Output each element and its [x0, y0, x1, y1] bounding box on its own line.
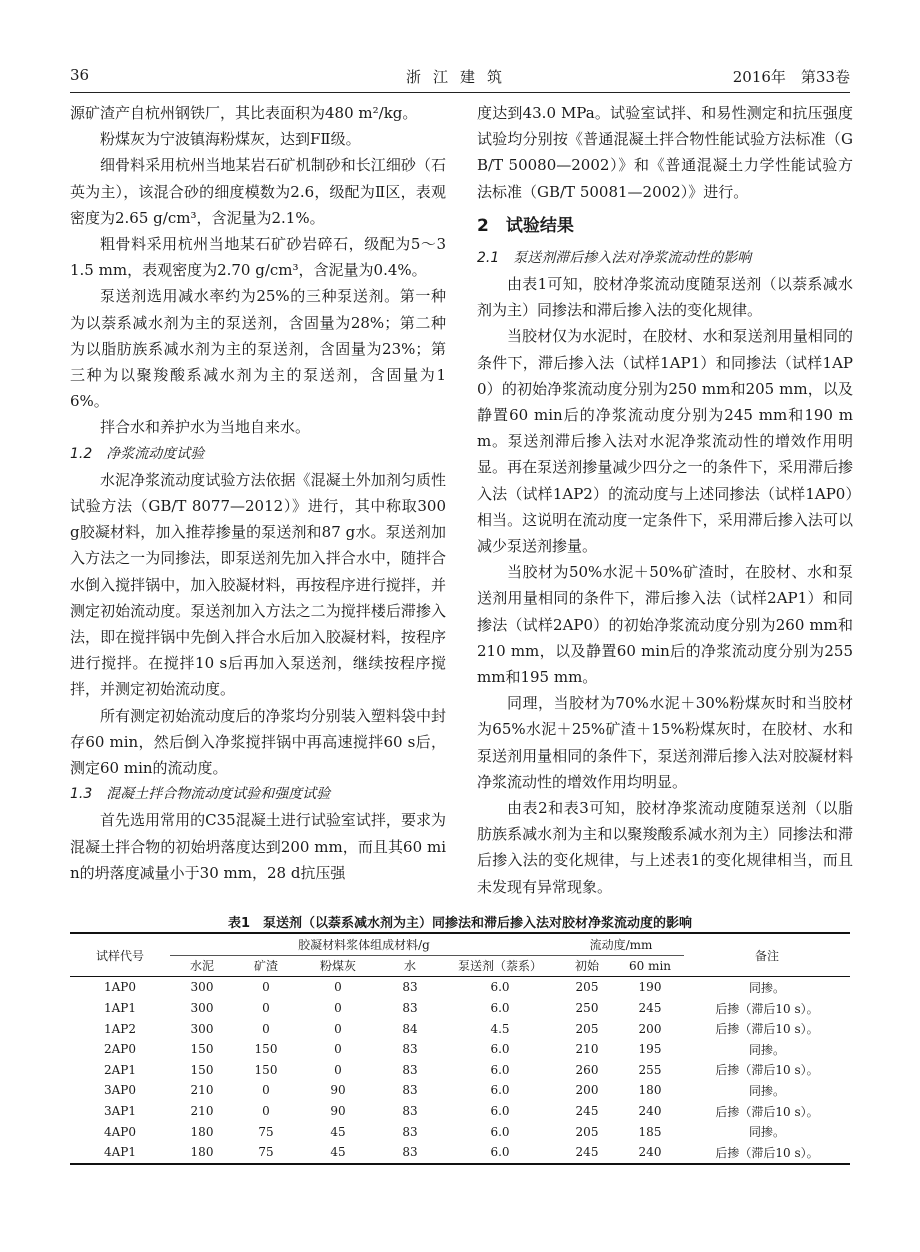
- table-cell: 205: [575, 1021, 599, 1036]
- table-cell: 83: [402, 1124, 418, 1139]
- header-sample-id: 试样代号: [70, 933, 170, 977]
- journal-title: 浙江建筑: [405, 68, 514, 86]
- table-cell: 300: [190, 980, 214, 995]
- subsection-heading: 1.3 混凝土拌合物流动度试验和强度试验: [70, 786, 331, 803]
- paragraph: 拌合水和养护水为当地自来水。: [100, 418, 311, 437]
- table-cell: 同掺。: [748, 980, 785, 995]
- table-cell: 0: [262, 1104, 270, 1119]
- table-cell: 0: [262, 980, 270, 995]
- table-row: [70, 1101, 850, 1122]
- table-row: [70, 1039, 850, 1060]
- table-cell: 150: [254, 1042, 278, 1057]
- table-cell: 300: [190, 1021, 214, 1036]
- subsection-heading: 1.2 净浆流动度试验: [70, 445, 205, 462]
- table-cell: 0: [334, 980, 342, 995]
- table-row: [70, 1121, 850, 1142]
- table-row: [70, 977, 850, 998]
- header-pump-agent: 泵送剂（萘系）: [442, 955, 558, 977]
- table-cell: 190: [638, 980, 662, 995]
- paragraph: 当胶材仅为水泥时，在胶材、水和泵送剂用量相同的条件下，滞后掺入法（试样1AP1）和同掺法（试样1AP0）的初始净浆流动度分别为250 mm和205 mm，以及静置60 min后的净浆流动度分别为245 mm和190 mm。泵送剂滞后掺入法对水泥净浆流动性的增效作用明显。再在泵送剂掺量减少四分之一的条件下，采用滞后掺入法（试样1AP2）的流动度与上述同掺法（试样1AP0）相当。这说明在流动度一定条件下，采用滞后掺入法可以减少泵送剂掺量。: [477, 327, 853, 556]
- paragraph: 所有测定初始流动度后的净浆均分别装入塑料袋中封存60 min，然后倒入净浆搅拌锅中再高速搅拌60 s后，测定60 min的流动度。: [70, 706, 446, 778]
- paragraph: 由表2和表3可知，胶材净浆流动度随泵送剂（以脂肪族系减水剂为主和以聚羧酸系减水剂为主）同掺法和滞后掺入法的变化规律，与上述表1的变化规律相当，而且未发现有异常现象。: [477, 799, 853, 896]
- table-cell: 200: [638, 1021, 662, 1036]
- table-cell: 150: [190, 1062, 214, 1077]
- table-cell: 180: [190, 1124, 214, 1139]
- header-cement: 水泥: [170, 955, 234, 977]
- paragraph: 粉煤灰为宁波镇海粉煤灰，达到FⅡ级。: [100, 130, 361, 149]
- table-cell: 300: [190, 1001, 214, 1016]
- table-cell: 83: [402, 1083, 418, 1098]
- table-cell: 83: [378, 1142, 442, 1164]
- table-cell: 2AP1: [103, 1062, 136, 1077]
- table-row: [70, 1018, 850, 1039]
- table-cell: 3AP1: [103, 1104, 136, 1119]
- table-cell: 0: [262, 1001, 270, 1016]
- paragraph: 当胶材为50%水泥＋50%矿渣时，在胶材、水和泵送剂用量相同的条件下，滞后掺入法（试样2AP1）和同掺法（试样2AP0）的初始净浆流动度分别为260 mm和210 mm，以及静置60 min后的净浆流动度分别为255 mm和195 mm。: [477, 563, 858, 687]
- paragraph: 同理，当胶材为70%水泥＋30%粉煤灰时和当胶材为65%水泥＋25%矿渣＋15%粉煤灰时，在胶材、水和泵送剂用量相同的条件下，泵送剂滞后掺入法对胶凝材料净浆流动性的增效作用均明显。: [477, 694, 853, 791]
- table-cell: 83: [402, 1042, 418, 1057]
- table-caption: 表1 泵送剂（以萘系减水剂为主）同掺法和滞后掺入法对胶材净浆流动度的影响: [227, 916, 693, 931]
- table-cell: 210: [190, 1083, 214, 1098]
- section-heading: 2 试验结果: [477, 215, 574, 236]
- table-cell: 83: [402, 1104, 418, 1119]
- table-cell: 240: [616, 1142, 684, 1164]
- table-cell: 0: [262, 1083, 270, 1098]
- table-cell: 2AP0: [103, 1042, 136, 1057]
- table-cell: 45: [298, 1142, 378, 1164]
- table-row: [70, 1060, 850, 1081]
- table-cell: 75: [234, 1142, 298, 1164]
- table-cell: 4.5: [490, 1021, 510, 1036]
- table-cell: 6.0: [490, 980, 510, 995]
- table-cell: 210: [575, 1042, 599, 1057]
- table-cell: 84: [402, 1021, 418, 1036]
- table-cell: 45: [330, 1124, 346, 1139]
- header-flow-60min: 60 min: [616, 955, 684, 977]
- table-cell: 210: [190, 1104, 214, 1119]
- page-header: [70, 62, 850, 93]
- table-cell: 255: [638, 1062, 662, 1077]
- table-cell: 0: [334, 1042, 342, 1057]
- table-cell: 75: [258, 1124, 274, 1139]
- table-cell: 185: [638, 1124, 662, 1139]
- table-cell: 6.0: [490, 1124, 510, 1139]
- table-cell: 150: [190, 1042, 214, 1057]
- table-cell: 后掺（滞后10 s）。: [715, 1001, 819, 1016]
- table-cell: 6.0: [490, 1062, 510, 1077]
- subsection-heading: 2.1 泵送剂滞后掺入法对净浆流动性的影响: [477, 249, 752, 266]
- left-column: [70, 100, 451, 886]
- table-cell: 4AP1: [70, 1142, 170, 1164]
- table-1: [70, 932, 850, 1165]
- table-cell: 4AP0: [103, 1124, 136, 1139]
- table-cell: 1AP0: [103, 980, 136, 995]
- header-water: 水: [378, 955, 442, 977]
- table-cell: 90: [330, 1104, 346, 1119]
- table-cell: 同掺。: [748, 1042, 785, 1057]
- table-cell: 后掺（滞后10 s）。: [715, 1063, 819, 1078]
- table-cell: 0: [262, 1021, 270, 1036]
- header-material-group: 胶凝材料浆体组成材料/g: [170, 933, 558, 955]
- header-flow-initial: 初始: [558, 955, 616, 977]
- table-cell: 0: [334, 1062, 342, 1077]
- paragraph: 细骨料采用杭州当地某岩石矿机制砂和长江细砂（石英为主），该混合砂的细度模数为2.6，级配为Ⅱ区，表观密度为2.65 g/cm³，含泥量为2.1%。: [70, 156, 446, 227]
- table-cell: 260: [575, 1062, 599, 1077]
- table-cell: 83: [402, 1062, 418, 1077]
- table-cell: 180: [170, 1142, 234, 1164]
- table-cell: 180: [638, 1083, 662, 1098]
- table-cell: 150: [254, 1062, 278, 1077]
- header-slag: 矿渣: [234, 955, 298, 977]
- table-cell: 245: [638, 1001, 662, 1016]
- table-cell: 同掺。: [748, 1125, 785, 1140]
- table-cell: 同掺。: [748, 1083, 785, 1098]
- table-row: [70, 998, 850, 1019]
- right-column: [477, 100, 858, 900]
- table-cell: 83: [402, 1001, 418, 1016]
- table-cell: 0: [334, 1021, 342, 1036]
- table-cell: 240: [638, 1104, 662, 1119]
- paragraph: 源矿渣产自杭州钢铁厂，其比表面积为480 m²/kg。: [70, 104, 418, 122]
- table-cell: 3AP0: [103, 1083, 136, 1098]
- table-cell: 83: [402, 980, 418, 995]
- page-number: 36: [70, 66, 90, 84]
- header-note: 备注: [684, 933, 850, 977]
- table-cell: 后掺（滞后10 s）。: [715, 1104, 819, 1119]
- table-cell: 90: [330, 1083, 346, 1098]
- table-cell: 205: [575, 980, 599, 995]
- table-cell: 6.0: [490, 1083, 510, 1098]
- paragraph: 度达到43.0 MPa。试验室试拌、和易性测定和抗压强度试验均分别按《普通混凝土拌合物性能试验方法标准（GB/T 50080—2002）》和《普通混凝土力学性能试验方法标准（GB/T 50081—2002）》进行。: [477, 104, 853, 201]
- table-cell: 195: [638, 1042, 662, 1057]
- table-cell: 后掺（滞后10 s）。: [715, 1022, 819, 1037]
- table-cell: 6.0: [490, 1001, 510, 1016]
- table-cell: 6.0: [490, 1042, 510, 1057]
- table-cell: 200: [575, 1083, 599, 1098]
- table-cell: 250: [575, 1001, 599, 1016]
- header-flow-group: 流动度/mm: [558, 933, 684, 955]
- table-cell: 6.0: [442, 1142, 558, 1164]
- table-row: [70, 1080, 850, 1101]
- table-body: [70, 977, 850, 1164]
- table-row: [70, 1142, 850, 1164]
- paragraph: 粗骨料采用杭州当地某石矿砂岩碎石，级配为5～31.5 mm，表观密度为2.70 g/cm³，含泥量为0.4%。: [70, 235, 446, 280]
- paragraph: 泵送剂选用减水率约为25%的三种泵送剂。第一种为以萘系减水剂为主的泵送剂，含固量为28%；第二种为以脂肪族系减水剂为主的泵送剂，含固量为23%；第三种为以聚羧酸系减水剂为主的泵送剂，含固量为16%。: [70, 287, 446, 411]
- table-cell: 245: [558, 1142, 616, 1164]
- year-volume: 2016年 第33卷: [732, 68, 850, 86]
- table-cell: 后掺（滞后10 s）。: [684, 1142, 850, 1164]
- paragraph: 由表1可知，胶材净浆流动度随泵送剂（以萘系减水剂为主）同掺法和滞后掺入法的变化规律。: [477, 275, 853, 320]
- table-cell: 6.0: [490, 1104, 510, 1119]
- table-cell: 245: [575, 1104, 599, 1119]
- paragraph: 水泥净浆流动度试验方法依据《混凝土外加剂匀质性试验方法（GB/T 8077—2012）》进行，其中称取300 g胶凝材料，加入推荐掺量的泵送剂和87 g水。泵送剂加入方法之一为同掺法，即泵送剂先加入拌合水中，随拌合水倒入搅拌锅中，加入胶凝材料，再按程序进行搅拌，并测定初始流动度。泵送剂加入方法之二为搅拌楼后滞掺入法，即在搅拌锅中先倒入拌合水后加入胶凝材料，按程序进行搅拌。在搅拌10 s后再加入泵送剂，继续按程序搅拌，并测定初始流动度。: [70, 470, 451, 699]
- table-cell: 1AP1: [103, 1001, 136, 1016]
- table-cell: 0: [334, 1001, 342, 1016]
- header-flyash: 粉煤灰: [298, 955, 378, 977]
- table-cell: 1AP2: [103, 1021, 136, 1036]
- table-cell: 205: [575, 1124, 599, 1139]
- paragraph: 首先选用常用的C35混凝土进行试验室试拌，要求为混凝土拌合物的初始坍落度达到200 mm，而且其60 min的坍落度减量小于30 mm，28 d抗压强: [70, 811, 446, 882]
